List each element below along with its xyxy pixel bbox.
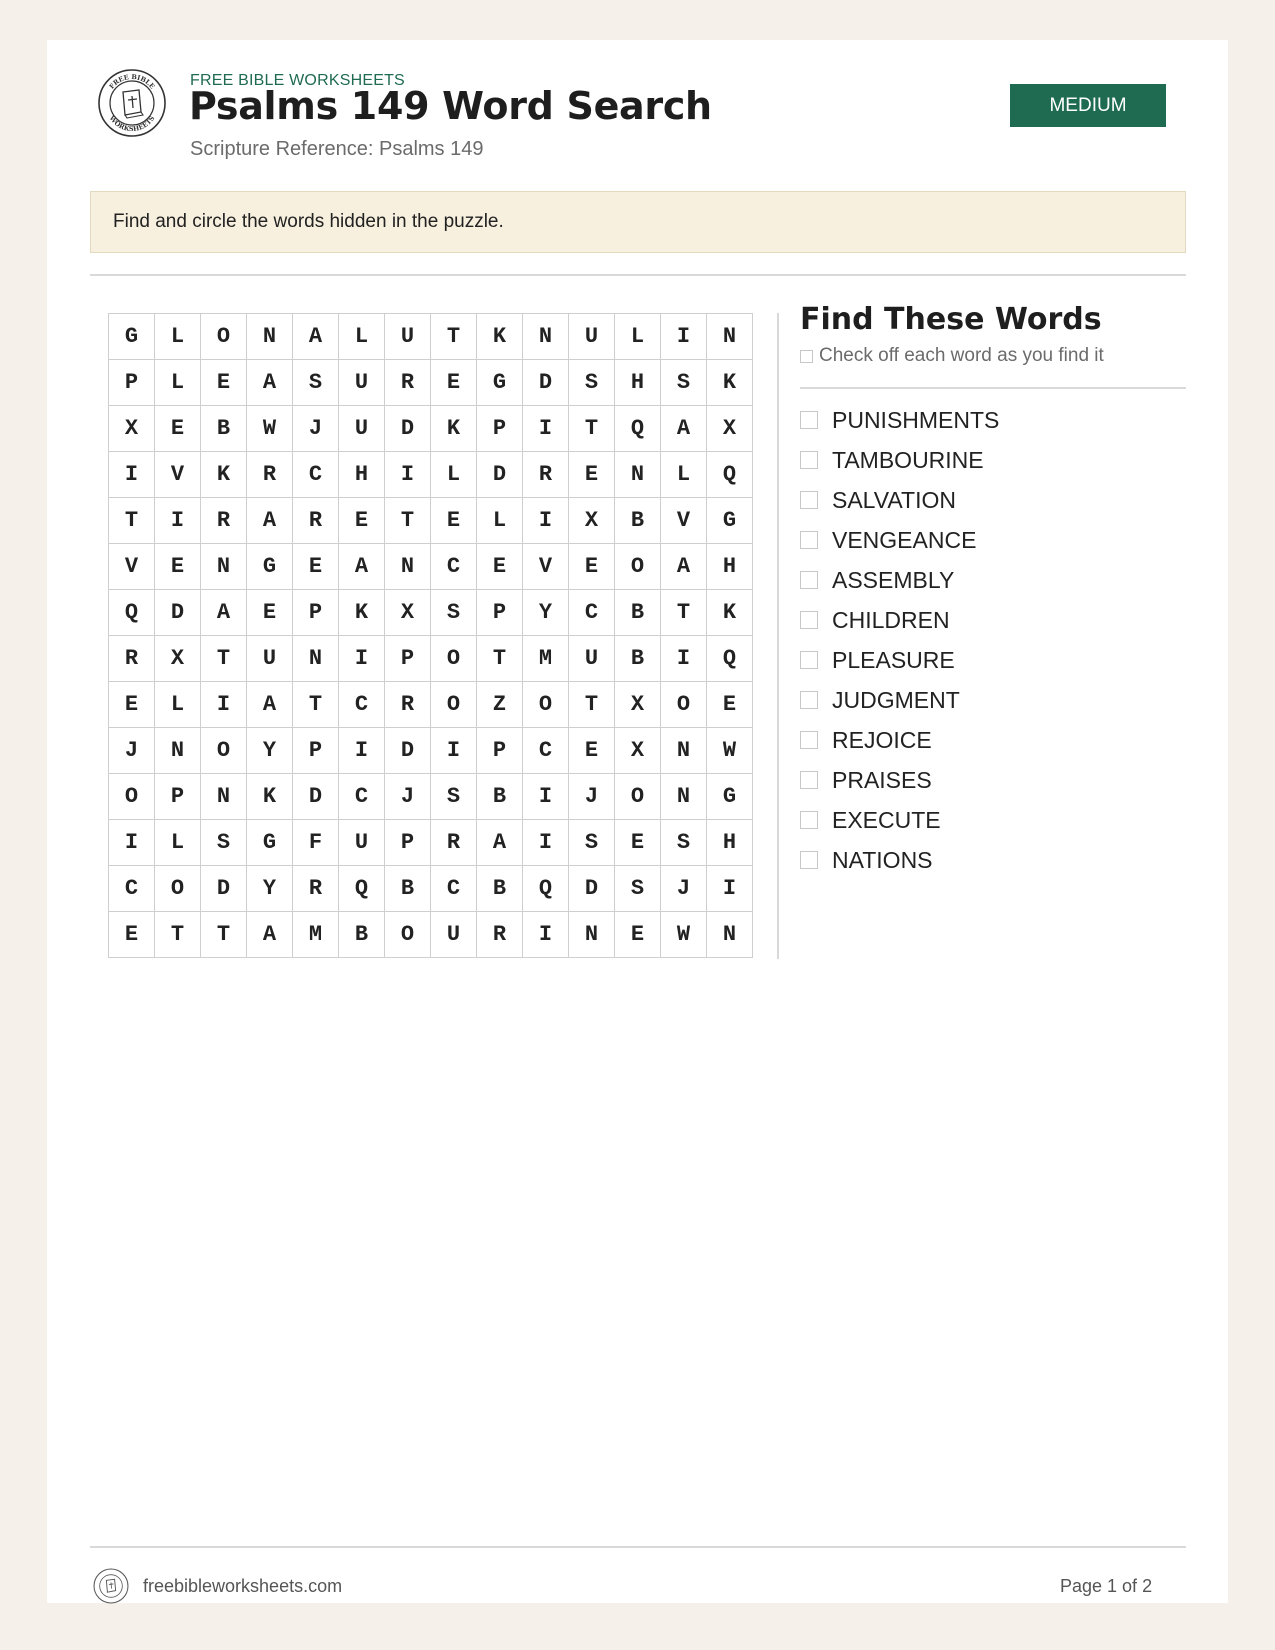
grid-cell: G xyxy=(707,774,753,820)
grid-cell: I xyxy=(661,636,707,682)
grid-cell: S xyxy=(293,360,339,406)
grid-cell: K xyxy=(477,314,523,360)
grid-cell: K xyxy=(431,406,477,452)
word-label: PLEASURE xyxy=(832,646,955,673)
grid-cell: P xyxy=(385,636,431,682)
grid-cell: M xyxy=(293,912,339,958)
grid-cell: V xyxy=(661,498,707,544)
grid-cell: F xyxy=(293,820,339,866)
grid-cell: N xyxy=(707,912,753,958)
grid-cell: L xyxy=(615,314,661,360)
grid-cell: K xyxy=(247,774,293,820)
grid-cell: I xyxy=(431,728,477,774)
grid-cell: I xyxy=(339,636,385,682)
grid-cell: P xyxy=(109,360,155,406)
grid-cell: R xyxy=(293,498,339,544)
grid-cell: S xyxy=(569,820,615,866)
word-checkbox[interactable] xyxy=(800,611,818,629)
grid-cell: Y xyxy=(247,866,293,912)
grid-cell: E xyxy=(155,406,201,452)
grid-cell: R xyxy=(477,912,523,958)
grid-cell: U xyxy=(339,406,385,452)
grid-cell: I xyxy=(155,498,201,544)
grid-cell: E xyxy=(339,498,385,544)
grid-cell: O xyxy=(615,544,661,590)
word-checkbox[interactable] xyxy=(800,451,818,469)
word-list-item xyxy=(800,840,999,880)
grid-cell: I xyxy=(661,314,707,360)
grid-cell: T xyxy=(201,636,247,682)
grid-cell: O xyxy=(155,866,201,912)
grid-cell: G xyxy=(707,498,753,544)
grid-cell: O xyxy=(615,774,661,820)
grid-cell: E xyxy=(293,544,339,590)
grid-cell: N xyxy=(155,728,201,774)
grid-cell: R xyxy=(431,820,477,866)
grid-cell: L xyxy=(155,682,201,728)
grid-cell: N xyxy=(201,774,247,820)
grid-cell: E xyxy=(247,590,293,636)
grid-cell: N xyxy=(293,636,339,682)
grid-cell: J xyxy=(109,728,155,774)
grid-cell: D xyxy=(201,866,247,912)
grid-cell: N xyxy=(385,544,431,590)
grid-cell: A xyxy=(247,360,293,406)
grid-cell: Q xyxy=(707,452,753,498)
word-label: ASSEMBLY xyxy=(832,566,955,593)
word-label: VENGEANCE xyxy=(832,526,977,553)
grid-cell: R xyxy=(385,360,431,406)
word-checkbox[interactable] xyxy=(800,491,818,509)
logo-text-bottom: WORKSHEETS xyxy=(107,114,157,134)
grid-cell: I xyxy=(385,452,431,498)
word-list-heading: Find These Words xyxy=(800,302,1102,337)
grid-cell: M xyxy=(523,636,569,682)
word-label: JUDGMENT xyxy=(832,686,960,713)
grid-cell: X xyxy=(615,682,661,728)
word-checkbox[interactable] xyxy=(800,811,818,829)
grid-cell: B xyxy=(615,498,661,544)
word-label: EXECUTE xyxy=(832,806,941,833)
grid-cell: P xyxy=(477,406,523,452)
grid-cell: G xyxy=(247,544,293,590)
grid-cell: A xyxy=(201,590,247,636)
grid-cell: K xyxy=(339,590,385,636)
grid-cell: A xyxy=(661,406,707,452)
grid-cell: O xyxy=(661,682,707,728)
grid-cell: G xyxy=(109,314,155,360)
header xyxy=(47,40,1228,190)
grid-cell: E xyxy=(569,544,615,590)
grid-cell: T xyxy=(109,498,155,544)
word-checkbox[interactable] xyxy=(800,571,818,589)
grid-cell: E xyxy=(569,728,615,774)
grid-cell: I xyxy=(523,912,569,958)
grid-cell: I xyxy=(109,452,155,498)
grid-cell: O xyxy=(201,314,247,360)
grid-cell: K xyxy=(707,360,753,406)
grid-cell: P xyxy=(477,590,523,636)
grid-cell: K xyxy=(201,452,247,498)
grid-cell: R xyxy=(247,452,293,498)
footer-logo-icon xyxy=(93,1568,129,1604)
word-list-hint xyxy=(800,345,1104,367)
grid-cell: T xyxy=(661,590,707,636)
word-list-item xyxy=(800,560,999,600)
checkbox-icon xyxy=(800,350,813,363)
word-list-item xyxy=(800,440,999,480)
grid-cell: V xyxy=(523,544,569,590)
difficulty-badge: MEDIUM xyxy=(1010,84,1166,127)
grid-cell: S xyxy=(661,820,707,866)
grid-cell: I xyxy=(523,820,569,866)
grid-cell: P xyxy=(385,820,431,866)
grid-cell: L xyxy=(155,314,201,360)
grid-cell: R xyxy=(385,682,431,728)
grid-cell: E xyxy=(201,360,247,406)
word-checkbox[interactable] xyxy=(800,771,818,789)
grid-cell: S xyxy=(661,360,707,406)
grid-cell: V xyxy=(109,544,155,590)
grid-cell: D xyxy=(569,866,615,912)
grid-cell: D xyxy=(385,406,431,452)
grid-cell: H xyxy=(615,360,661,406)
grid-cell: E xyxy=(431,498,477,544)
word-checkbox[interactable] xyxy=(800,731,818,749)
grid-cell: B xyxy=(477,866,523,912)
grid-cell: N xyxy=(661,728,707,774)
grid-cell: Q xyxy=(523,866,569,912)
grid-cell: E xyxy=(707,682,753,728)
grid-cell: N xyxy=(569,912,615,958)
word-search-grid xyxy=(108,313,753,958)
page-title: Psalms 149 Word Search xyxy=(189,84,712,128)
grid-cell: X xyxy=(155,636,201,682)
grid-cell: O xyxy=(109,774,155,820)
grid-cell: I xyxy=(339,728,385,774)
grid-cell: V xyxy=(155,452,201,498)
grid-cell: T xyxy=(569,406,615,452)
word-list-item xyxy=(800,600,999,640)
grid-cell: D xyxy=(477,452,523,498)
grid-cell: L xyxy=(431,452,477,498)
grid-cell: P xyxy=(477,728,523,774)
page-number: Page 1 of 2 xyxy=(1060,1576,1153,1596)
grid-cell: I xyxy=(523,498,569,544)
grid-cell: L xyxy=(155,360,201,406)
grid-cell: C xyxy=(569,590,615,636)
grid-cell: Q xyxy=(339,866,385,912)
grid-cell: C xyxy=(339,774,385,820)
grid-cell: S xyxy=(201,820,247,866)
grid-cell: E xyxy=(431,360,477,406)
grid-cell: J xyxy=(385,774,431,820)
grid-cell: W xyxy=(707,728,753,774)
grid-cell: C xyxy=(431,544,477,590)
grid-cell: N xyxy=(247,314,293,360)
grid-cell: X xyxy=(569,498,615,544)
grid-cell: J xyxy=(661,866,707,912)
grid-cell: B xyxy=(201,406,247,452)
grid-cell: I xyxy=(201,682,247,728)
grid-cell: Y xyxy=(523,590,569,636)
brand-name: FREE BIBLE WORKSHEETS xyxy=(190,72,405,89)
word-list-item xyxy=(800,520,999,560)
word-label: REJOICE xyxy=(832,726,932,753)
grid-cell: N xyxy=(707,314,753,360)
grid-cell: N xyxy=(661,774,707,820)
grid-cell: A xyxy=(477,820,523,866)
grid-cell: Y xyxy=(247,728,293,774)
word-checkbox[interactable] xyxy=(800,851,818,869)
grid-cell: E xyxy=(109,682,155,728)
grid-cell: T xyxy=(431,314,477,360)
grid-cell: A xyxy=(293,314,339,360)
grid-cell: T xyxy=(201,912,247,958)
grid-cell: Q xyxy=(707,636,753,682)
grid-cell: H xyxy=(707,544,753,590)
grid-cell: D xyxy=(523,360,569,406)
grid-cell: U xyxy=(339,360,385,406)
grid-cell: L xyxy=(477,498,523,544)
grid-cell: L xyxy=(155,820,201,866)
grid-cell: U xyxy=(569,636,615,682)
grid-cell: B xyxy=(385,866,431,912)
grid-cell: E xyxy=(615,912,661,958)
grid-cell: E xyxy=(477,544,523,590)
grid-cell: J xyxy=(569,774,615,820)
grid-cell: A xyxy=(339,544,385,590)
grid-cell: B xyxy=(339,912,385,958)
grid-cell: R xyxy=(293,866,339,912)
grid-cell: P xyxy=(155,774,201,820)
word-label: SALVATION xyxy=(832,486,956,513)
divider xyxy=(800,387,1186,389)
grid-cell: T xyxy=(569,682,615,728)
grid-cell: W xyxy=(661,912,707,958)
grid-cell: O xyxy=(523,682,569,728)
grid-cell: P xyxy=(293,590,339,636)
footer-divider xyxy=(90,1546,1186,1548)
grid-cell: L xyxy=(339,314,385,360)
grid-cell: E xyxy=(155,544,201,590)
grid-cell: A xyxy=(247,912,293,958)
grid-cell: U xyxy=(385,314,431,360)
grid-cell: X xyxy=(385,590,431,636)
grid-cell: L xyxy=(661,452,707,498)
grid-cell: C xyxy=(109,866,155,912)
grid-cell: P xyxy=(293,728,339,774)
grid-cell: S xyxy=(431,774,477,820)
divider xyxy=(90,274,1186,276)
grid-cell: U xyxy=(247,636,293,682)
grid-cell: A xyxy=(247,498,293,544)
grid-cell: H xyxy=(339,452,385,498)
grid-cell: I xyxy=(109,820,155,866)
grid-cell: S xyxy=(569,360,615,406)
grid-cell: R xyxy=(523,452,569,498)
grid-cell: R xyxy=(201,498,247,544)
grid-cell: A xyxy=(661,544,707,590)
word-list-item xyxy=(800,480,999,520)
grid-cell: B xyxy=(615,590,661,636)
grid-cell: O xyxy=(385,912,431,958)
word-checkbox[interactable] xyxy=(800,531,818,549)
grid-cell: N xyxy=(201,544,247,590)
word-list-item xyxy=(800,720,999,760)
grid-cell: H xyxy=(707,820,753,866)
grid-cell: X xyxy=(109,406,155,452)
grid-cell: D xyxy=(385,728,431,774)
grid-cell: C xyxy=(523,728,569,774)
grid-cell: I xyxy=(523,406,569,452)
grid-cell: C xyxy=(339,682,385,728)
word-list-item xyxy=(800,760,999,800)
word-list xyxy=(800,400,999,880)
grid-cell: I xyxy=(707,866,753,912)
grid-cell: S xyxy=(431,590,477,636)
word-label: PUNISHMENTS xyxy=(832,406,1000,433)
vertical-divider xyxy=(777,313,779,959)
grid-cell: Z xyxy=(477,682,523,728)
word-list-item xyxy=(800,400,999,440)
grid-cell: X xyxy=(615,728,661,774)
grid-cell: U xyxy=(431,912,477,958)
grid-cell: I xyxy=(523,774,569,820)
grid-cell: O xyxy=(431,636,477,682)
word-label: TAMBOURINE xyxy=(832,446,984,473)
word-label: CHILDREN xyxy=(832,606,950,633)
grid-cell: A xyxy=(247,682,293,728)
grid-cell: C xyxy=(431,866,477,912)
grid-cell: T xyxy=(155,912,201,958)
grid-cell: J xyxy=(293,406,339,452)
grid-cell: O xyxy=(431,682,477,728)
word-label: PRAISES xyxy=(832,766,932,793)
grid-cell: K xyxy=(707,590,753,636)
grid-cell: W xyxy=(247,406,293,452)
grid-cell: N xyxy=(615,452,661,498)
grid-cell: Q xyxy=(615,406,661,452)
grid-cell: Q xyxy=(109,590,155,636)
grid-cell: D xyxy=(293,774,339,820)
worksheet-page xyxy=(47,40,1228,1603)
grid-cell: B xyxy=(615,636,661,682)
grid-cell: S xyxy=(615,866,661,912)
word-checkbox[interactable] xyxy=(800,411,818,429)
word-checkbox[interactable] xyxy=(800,691,818,709)
grid-cell: U xyxy=(569,314,615,360)
grid-cell: N xyxy=(523,314,569,360)
grid-cell: D xyxy=(155,590,201,636)
word-checkbox[interactable] xyxy=(800,651,818,669)
grid-cell: E xyxy=(109,912,155,958)
grid-cell: O xyxy=(201,728,247,774)
grid-cell: R xyxy=(109,636,155,682)
word-label: NATIONS xyxy=(832,846,933,873)
grid-cell: T xyxy=(477,636,523,682)
word-list-item xyxy=(800,680,999,720)
grid-cell: T xyxy=(385,498,431,544)
bible-logo-icon xyxy=(97,68,167,138)
word-list-item xyxy=(800,640,999,680)
grid-cell: C xyxy=(293,452,339,498)
word-list-item xyxy=(800,800,999,840)
grid-cell: G xyxy=(247,820,293,866)
footer-site: freebibleworksheets.com xyxy=(143,1576,343,1596)
logo-text-top: FREE BIBLE xyxy=(107,72,157,91)
grid-cell: B xyxy=(477,774,523,820)
instructions-box: Find and circle the words hidden in the puzzle. xyxy=(90,191,1186,253)
scripture-reference: Scripture Reference: Psalms 149 xyxy=(190,138,484,160)
grid-cell: U xyxy=(339,820,385,866)
grid-cell: X xyxy=(707,406,753,452)
grid-cell: G xyxy=(477,360,523,406)
word-list-hint-text: Check off each word as you find it xyxy=(819,345,1104,366)
grid-cell: T xyxy=(293,682,339,728)
grid-cell: E xyxy=(615,820,661,866)
grid-cell: E xyxy=(569,452,615,498)
